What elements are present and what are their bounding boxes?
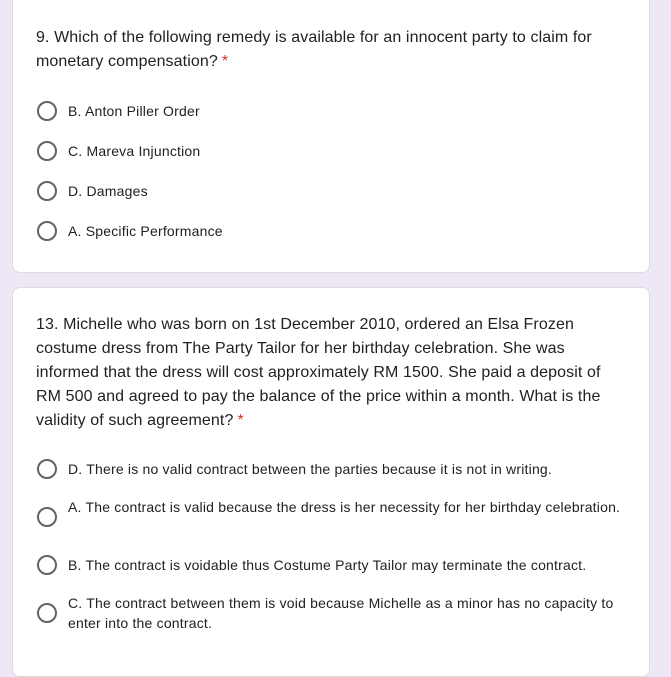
question-text: 13. Michelle who was born on 1st December 2010, ordered an Elsa Frozen costume dress from The Party Tailor for her birthday celebration. She was informed that the dress will cost approximately RM 1500. She paid a deposit of RM 500 and agreed to pay the balance of the price within a month. What is the validity of such agreement? xyxy=(36,316,601,429)
question-card-13 xyxy=(12,287,650,677)
radio-circle-icon[interactable] xyxy=(37,101,57,121)
option-label: D. Damages xyxy=(68,183,148,199)
radio-option[interactable] xyxy=(36,221,629,241)
option-label: B. Anton Piller Order xyxy=(68,103,200,119)
radio-circle-icon[interactable] xyxy=(37,603,57,623)
question-text: 9. Which of the following remedy is available for an innocent party to claim for monetary compensation? xyxy=(36,29,592,70)
radio-circle-icon[interactable] xyxy=(37,555,57,575)
question-title xyxy=(36,313,619,433)
radio-option[interactable] xyxy=(36,459,629,479)
option-label: C. The contract between them is void because Michelle as a minor has no capacity to enter into the contract. xyxy=(68,595,614,631)
option-label: B. The contract is voidable thus Costume Party Tailor may terminate the contract. xyxy=(68,557,587,573)
question-title xyxy=(36,26,619,74)
radio-circle-icon[interactable] xyxy=(37,181,57,201)
option-label: C. Mareva Injunction xyxy=(68,143,201,159)
radio-circle-icon[interactable] xyxy=(37,221,57,241)
required-asterisk: * xyxy=(237,412,244,429)
radio-option[interactable] xyxy=(36,593,629,633)
radio-circle-icon[interactable] xyxy=(37,141,57,161)
radio-option[interactable] xyxy=(36,555,629,575)
radio-circle-icon[interactable] xyxy=(37,459,57,479)
radio-option[interactable] xyxy=(36,181,629,201)
required-asterisk: * xyxy=(221,53,229,70)
radio-option[interactable] xyxy=(36,141,629,161)
radio-circle-icon[interactable] xyxy=(37,507,57,527)
option-label: A. The contract is valid because the dress is her necessity for her birthday celebration. xyxy=(68,499,621,515)
radio-option[interactable] xyxy=(36,101,629,121)
option-label: A. Specific Performance xyxy=(68,223,223,239)
radio-option[interactable] xyxy=(36,497,629,537)
option-label: D. There is no valid contract between the parties because it is not in writing. xyxy=(68,461,553,477)
question-card-9 xyxy=(12,0,650,273)
